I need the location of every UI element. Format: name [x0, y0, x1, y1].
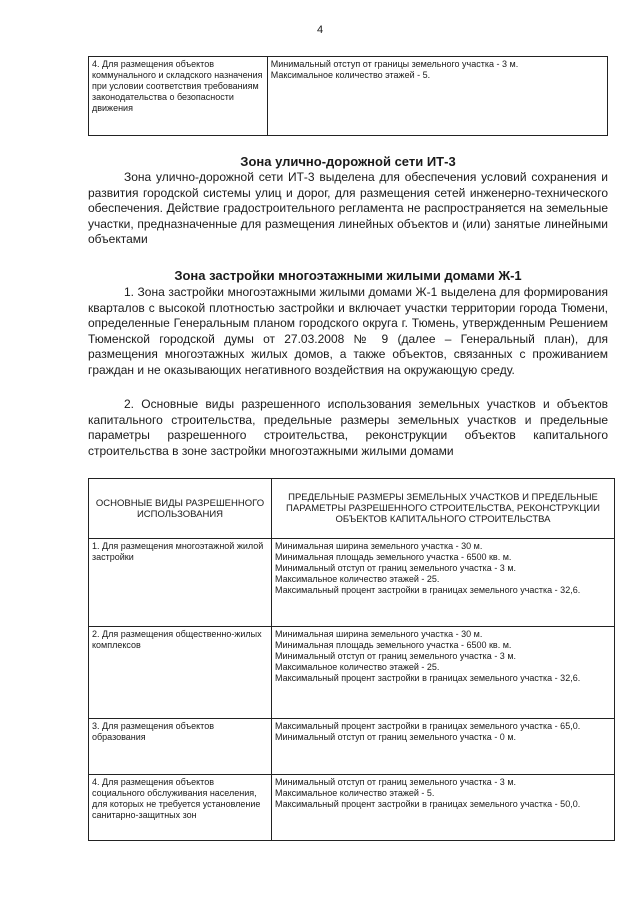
use-cell: 1. Для размещения многоэтажной жилой застройки [89, 539, 272, 627]
paragraph-zh1-1: 1. Зона застройки многоэтажными жилыми домами Ж-1 выделена для формирования кварталов с высокой плотностью застройки и включает участки территории города Тюмени, определенные Генеральным планом городского округа г. Тюмень, утвержденным Решением Тюменской городской думы от 27.03.2008 № 9 (далее – Генеральный план), для размещения многоэтажных жилых домов, а также объектов, связанных с проживанием граждан и не оказывающих негативного воздействия на окружающую среду. [88, 285, 608, 377]
param-line: Максимальное количество этажей - 25. [275, 574, 440, 584]
param-line: Минимальная ширина земельного участка - 30 м. [275, 541, 483, 551]
param-line: Максимальное количество этажей - 5. [270, 70, 431, 80]
column-header-uses: ОСНОВНЫЕ ВИДЫ РАЗРЕШЕННОГО ИСПОЛЬЗОВАНИЯ [89, 479, 272, 539]
table-row [89, 627, 615, 719]
param-line: Минимальный отступ от границы земельного участка - 3 м. [270, 59, 519, 69]
param-line: Максимальное количество этажей - 25. [275, 662, 440, 672]
param-line: Минимальный отступ от границ земельного участка - 3 м. [275, 563, 517, 573]
param-line: Минимальный отступ от границ земельного участка - 0 м. [275, 732, 517, 742]
param-line: Минимальная ширина земельного участка - 30 м. [275, 629, 483, 639]
use-cell: 4. Для размещения объектов социального обслуживания населения, для которых не требуется установление санитарно-защитных зон [89, 775, 272, 841]
paragraph-it3: Зона улично-дорожной сети ИТ-3 выделена для обеспечения условий сохранения и развития городской системы улиц и дорог, для размещения сетей инженерно-технического обеспечения. Действие градостроительного регламента не распространяется на земельные участки, предназначенные для размещения линейных объектов и (или) занятые линейными объектами [88, 170, 608, 246]
param-line: Минимальный отступ от границ земельного участка - 3 м. [275, 777, 517, 787]
params-cell [272, 539, 615, 627]
table-row [89, 539, 615, 627]
params-cell [272, 775, 615, 841]
param-line: Максимальный процент застройки в границах земельного участка - 32,6. [275, 585, 581, 595]
param-line: Максимальное количество этажей - 5. [275, 788, 435, 798]
zh1-regulations-table [88, 478, 615, 841]
section-heading-it3: Зона улично-дорожной сети ИТ-3 [240, 154, 456, 169]
params-cell [272, 627, 615, 719]
use-cell: 4. Для размещения объектов коммунального и складского назначения при условии соответствия требованиям законодательства о безопасности движения [89, 57, 268, 136]
params-cell [267, 57, 607, 136]
param-line: Минимальная площадь земельного участка - 6500 кв. м. [275, 552, 512, 562]
param-line: Максимальный процент застройки в границах земельного участка - 50,0. [275, 799, 581, 809]
column-header-params: ПРЕДЕЛЬНЫЕ РАЗМЕРЫ ЗЕМЕЛЬНЫХ УЧАСТКОВ И ПРЕДЕЛЬНЫЕ ПАРАМЕТРЫ РАЗРЕШЕННОГО СТРОИТЕЛЬСТВА, РЕКОНСТРУКЦИИ ОБЪЕКТОВ КАПИТАЛЬНОГО СТРОИТЕЛЬСТВА [272, 479, 615, 539]
param-line: Минимальная площадь земельного участка - 6500 кв. м. [275, 640, 512, 650]
param-line: Максимальный процент застройки в границах земельного участка - 65,0. [275, 721, 581, 731]
table-row [89, 57, 608, 136]
table-row [89, 775, 615, 841]
table-header-row [89, 479, 615, 539]
top-table [88, 56, 608, 136]
page-number: 4 [316, 24, 324, 36]
paragraph-zh1-2: 2. Основные виды разрешенного использования земельных участков и объектов капитального строительства, предельные размеры земельных участков и предельные параметры разрешенного строительства, реконструкции объектов капитального строительства в зоне застройки многоэтажными жилыми домами [88, 397, 608, 458]
param-line: Минимальный отступ от границ земельного участка - 3 м. [275, 651, 517, 661]
table-row [89, 719, 615, 775]
section-heading-zh1: Зона застройки многоэтажными жилыми домами Ж-1 [174, 268, 522, 283]
use-cell: 3. Для размещения объектов образования [89, 719, 272, 775]
params-cell [272, 719, 615, 775]
use-cell: 2. Для размещения общественно-жилых комплексов [89, 627, 272, 719]
param-line: Максимальный процент застройки в границах земельного участка - 32,6. [275, 673, 581, 683]
